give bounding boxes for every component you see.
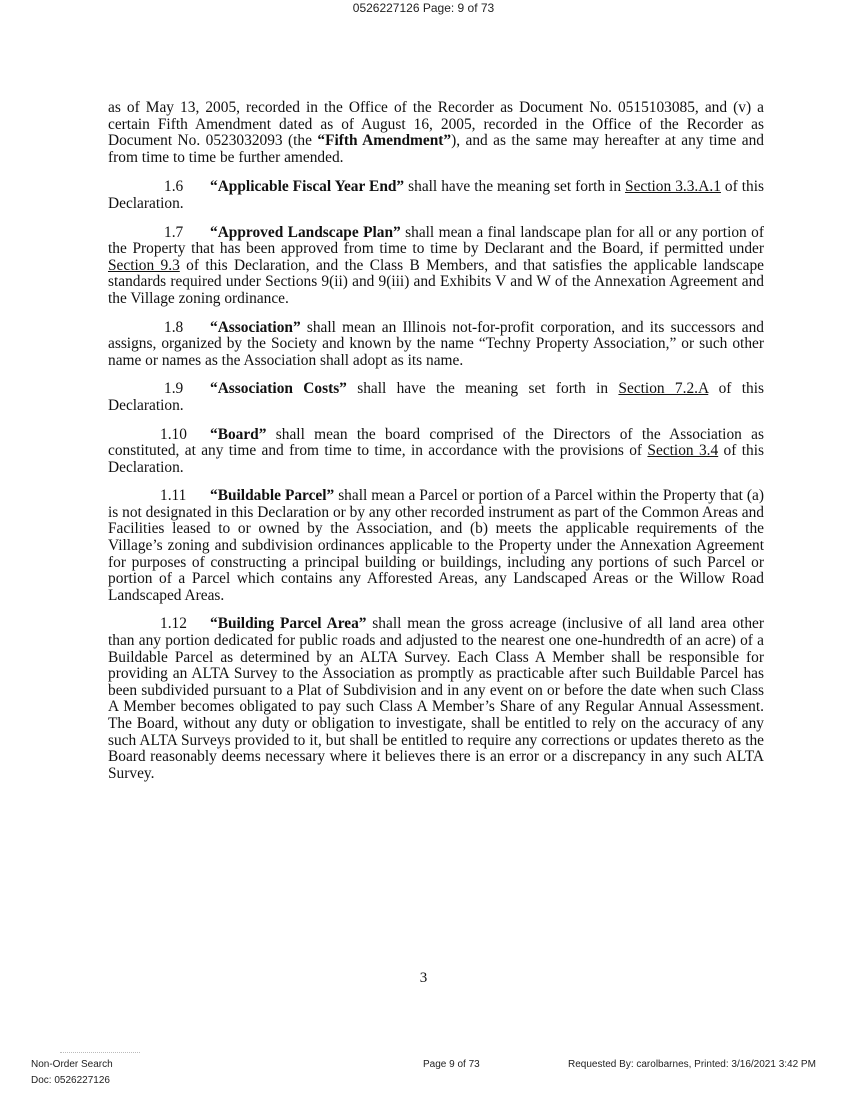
paragraph-text: of this Declaration, and the Class B Members, and that satisfies the applicable landscape standards required under Sections 9(ii) and 9(iii) and Exhibits V and W of the Annexation Agreement and the Village zoning ordinance. [108, 256, 764, 307]
section-1-12 [108, 616, 764, 782]
page-number: 3 [419, 970, 428, 986]
section-reference: Section 3.3.A.1 [625, 178, 721, 196]
defined-term: “Approved Landscape Plan” [210, 223, 401, 241]
scan-artifact [60, 1052, 140, 1055]
footer-requested-by: Requested By: carolbarnes, Printed: 3/16/2021 3:42 PM [568, 1059, 816, 1070]
paragraph-text: shall have the meaning set forth in [404, 178, 626, 196]
section-1-8 [108, 320, 764, 370]
section-1-10 [108, 427, 764, 477]
paragraph-text: of this Declaration. [108, 442, 764, 476]
section-number: 1.11 [160, 487, 187, 505]
section-number: 1.7 [164, 223, 184, 241]
paragraph-text: shall mean a final landscape plan for all or any portion of the Property that has been approved from time to time by Declarant and the Board, if permitted under [108, 223, 764, 258]
defined-term: “Applicable Fiscal Year End” [210, 178, 405, 196]
footer-doc-number: Doc: 0526227126 [31, 1075, 110, 1086]
section-1-11 [108, 488, 764, 604]
section-number: 1.9 [164, 380, 184, 398]
section-number: 1.6 [164, 178, 184, 196]
section-1-9 [108, 381, 764, 414]
section-1-7 [108, 225, 764, 308]
document-body [108, 100, 764, 794]
paragraph-text: as of May 13, 2005, recorded in the Office of the Recorder as Document No. 0515103085, and (v) a certain Fifth Amendment dated as of August 16, 2005, recorded in the Office of the Recorder as Document No. 0523032093 (the [108, 99, 764, 150]
paragraph-text: shall have the meaning set forth in [346, 380, 619, 398]
section-1-6 [108, 179, 764, 212]
section-number: 1.8 [164, 318, 184, 336]
defined-term: “Fifth Amendment” [317, 132, 452, 150]
footer-page-count: Page 9 of 73 [423, 1059, 480, 1070]
section-number: 1.12 [160, 615, 187, 633]
paragraph-text: of this Declaration. [108, 178, 764, 212]
paragraph-text: shall mean an Illinois not-for-profit corporation, and its successors and assigns, organized by the Society and known by the name “Techny Property Association,” or such other name or names as the Association shall adopt as its name. [108, 318, 764, 369]
paragraph-text: ), and as the same may hereafter at any time and from time to time be further amended. [108, 132, 764, 166]
paragraph-text: shall mean the board comprised of the Directors of the Association as constituted, at any time and from time to time, in accordance with the provisions of [108, 425, 764, 460]
paragraph-text: shall mean a Parcel or portion of a Parcel within the Property that (a) is not designated in this Declaration or by any other recorded instrument as part of the Common Areas and Facilities leased to or owned by the Association, and (b) meets the applicable requirements of the Village’s zoning and subdivision ordinances applicable to the Property under the Annexation Agreement for purposes of constructing a principal building or buildings, including any portions of such Parcel or portion of a Parcel which contains any Afforested Areas, any Landscaped Areas or the Willow Road Landscaped Areas. [108, 487, 764, 604]
section-reference: Section 9.3 [108, 256, 180, 274]
defined-term: “Building Parcel Area” [210, 615, 367, 633]
defined-term: “Association” [210, 318, 301, 336]
paragraph-text: of this Declaration. [108, 380, 764, 414]
document-page-header: 0526227126 Page: 9 of 73 [352, 1, 495, 15]
section-number: 1.10 [160, 425, 187, 443]
defined-term: “Buildable Parcel” [210, 487, 335, 505]
paragraph-text: shall mean the gross acreage (inclusive of all land area other than any portion dedicated for public roads and adjusted to the nearest one one-hundredth of an acre) of a Buildable Parcel as determined by an ALTA Survey. Each Class A Member shall be responsible for providing an ALTA Survey to the Association as promptly as practicable after such Buildable Parcel has been subdivided pursuant to a Plat of Subdivision and in any event on or before the date when such Class A Member becomes obligated to pay such Class A Member’s Share of any Regular Annual Assessment. The Board, without any duty or obligation to investigate, shall be entitled to rely on the accuracy of any such ALTA Surveys provided to it, but shall be entitled to require any corrections or updates thereto as the Board reasonably deems necessary where it believes there is an error or a discrepancy in any such ALTA Survey. [108, 615, 764, 782]
section-reference: Section 7.2.A [618, 380, 709, 398]
section-reference: Section 3.4 [647, 442, 719, 460]
defined-term: “Association Costs” [210, 380, 347, 398]
defined-term: “Board” [210, 425, 267, 443]
paragraph-continuation [108, 100, 764, 166]
footer-search-type: Non-Order Search [31, 1059, 113, 1070]
